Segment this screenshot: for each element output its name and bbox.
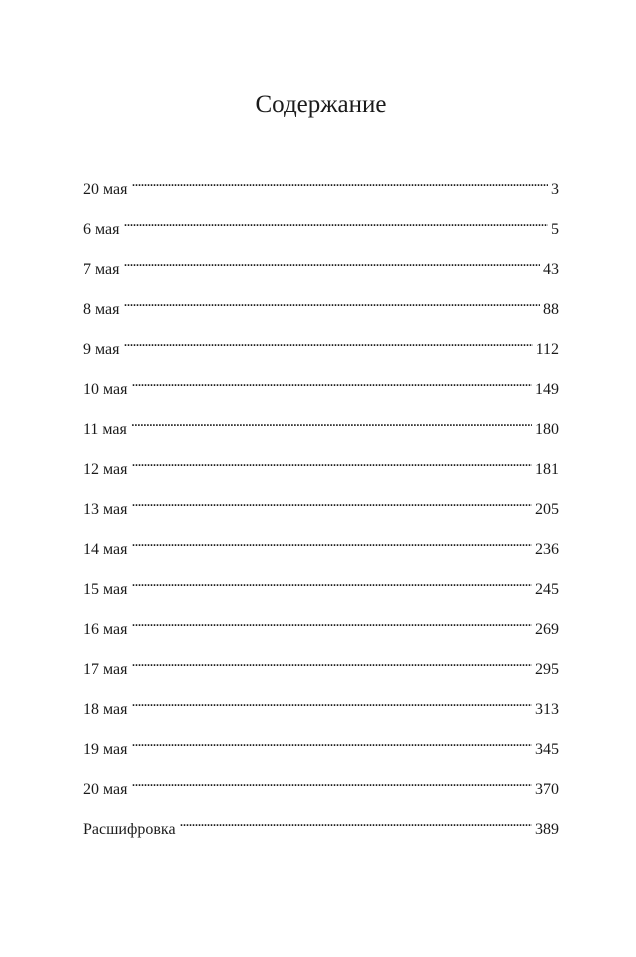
toc-entry-label: 10 мая	[83, 381, 128, 398]
toc-entry[interactable]	[83, 370, 559, 410]
toc-entry-label: 19 мая	[83, 741, 128, 758]
toc-entry-page-number: 88	[543, 301, 559, 318]
toc-entry-page-number: 180	[535, 421, 559, 438]
toc-entry-label: 17 мая	[83, 661, 128, 678]
toc-entry-label: 20 мая	[83, 181, 128, 198]
toc-entry-label: 6 мая	[83, 221, 120, 238]
toc-entry-page-number: 3	[551, 181, 559, 198]
toc-entry[interactable]	[83, 730, 559, 770]
toc-entry[interactable]	[83, 650, 559, 690]
dot-leader	[123, 290, 540, 314]
toc-entry[interactable]	[83, 170, 559, 210]
toc-entry[interactable]	[83, 250, 559, 290]
toc-entry-page-number: 5	[551, 221, 559, 238]
toc-entry[interactable]	[83, 770, 559, 810]
toc-entry[interactable]	[83, 690, 559, 730]
toc-entry-page-number: 389	[535, 821, 559, 838]
toc-entry-label: 13 мая	[83, 501, 128, 518]
toc-entry-page-number: 295	[535, 661, 559, 678]
toc-entry[interactable]	[83, 610, 559, 650]
toc-entry-page-number: 149	[535, 381, 559, 398]
dot-leader	[123, 330, 532, 354]
toc-entry[interactable]	[83, 530, 559, 570]
toc-entry-label: 15 мая	[83, 581, 128, 598]
dot-leader	[131, 770, 532, 794]
toc-entry-page-number: 181	[535, 461, 559, 478]
toc-entry-page-number: 313	[535, 701, 559, 718]
dot-leader	[131, 170, 548, 194]
toc-entry-page-number: 345	[535, 741, 559, 758]
toc-entry[interactable]	[83, 290, 559, 330]
dot-leader	[123, 210, 548, 234]
toc-entry-page-number: 370	[535, 781, 559, 798]
toc-entry-label: 20 мая	[83, 781, 128, 798]
dot-leader	[131, 650, 532, 674]
toc-entry[interactable]	[83, 570, 559, 610]
dot-leader	[131, 610, 532, 634]
toc-entry-label: 7 мая	[83, 261, 120, 278]
toc-entry-page-number: 112	[535, 341, 559, 358]
dot-leader	[180, 810, 532, 834]
dot-leader	[131, 530, 532, 554]
table-of-contents	[83, 170, 559, 850]
toc-entry-label: 12 мая	[83, 461, 128, 478]
toc-entry[interactable]	[83, 330, 559, 370]
toc-entry-label: 9 мая	[83, 341, 120, 358]
dot-leader	[131, 410, 532, 434]
toc-entry[interactable]	[83, 450, 559, 490]
toc-entry-page-number: 205	[535, 501, 559, 518]
page-title: Содержание	[255, 91, 387, 118]
toc-entry[interactable]	[83, 490, 559, 530]
dot-leader	[131, 450, 532, 474]
dot-leader	[131, 570, 532, 594]
dot-leader	[131, 370, 532, 394]
toc-entry-page-number: 236	[535, 541, 559, 558]
toc-entry-page-number: 245	[535, 581, 559, 598]
toc-entry-label: 14 мая	[83, 541, 128, 558]
toc-entry[interactable]	[83, 410, 559, 450]
dot-leader	[123, 250, 540, 274]
dot-leader	[131, 730, 532, 754]
dot-leader	[131, 690, 532, 714]
toc-entry-page-number: 43	[543, 261, 559, 278]
toc-entry-label: 8 мая	[83, 301, 120, 318]
toc-entry-label: 16 мая	[83, 621, 128, 638]
toc-entry-label: 11 мая	[83, 421, 127, 438]
toc-entry-label: Расшифровка	[83, 821, 176, 838]
dot-leader	[131, 490, 532, 514]
toc-entry-label: 18 мая	[83, 701, 128, 718]
toc-entry[interactable]	[83, 210, 559, 250]
toc-entry[interactable]	[83, 810, 559, 850]
toc-entry-page-number: 269	[535, 621, 559, 638]
